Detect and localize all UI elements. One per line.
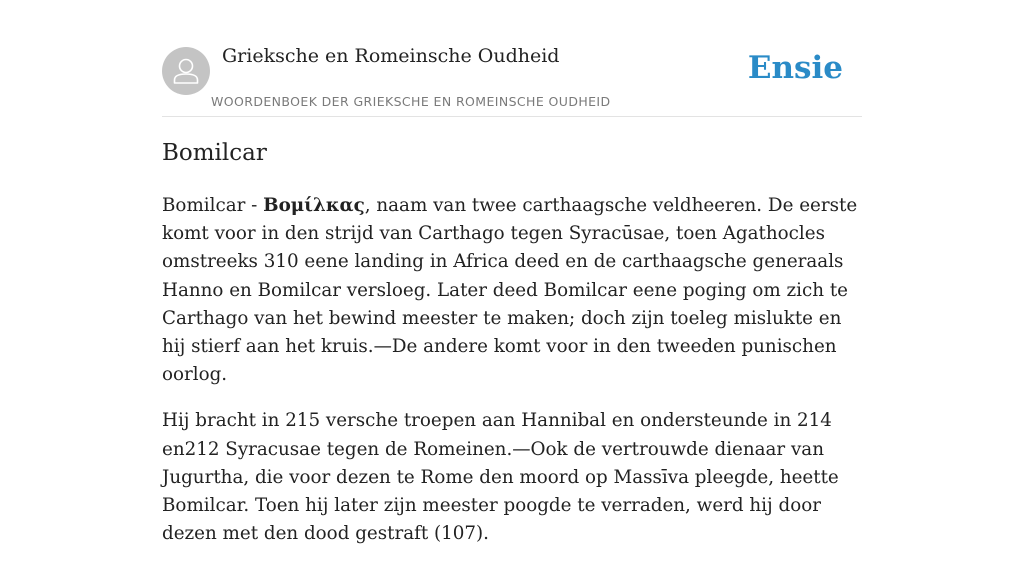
entry-title: Bomilcar bbox=[162, 140, 267, 166]
greek-name: Βομίλκας bbox=[263, 195, 365, 216]
page-container bbox=[162, 0, 862, 545]
user-icon[interactable] bbox=[162, 47, 210, 95]
brand-logo-link[interactable]: Ensie bbox=[747, 50, 843, 86]
entry-paragraph-1-text: , naam van twee carthaagsche veldheeren. De eerste komt voor in den strijd van Carthago tegen Syracūsae, toen Agathocles omstreeks 310 eene landing in Africa deed en de carthaagsche generaals Hanno en Bomilcar versloeg. Later deed Bomilcar eene poging om zich te Carthago van het bewind meester te maken; doch zijn toeleg mislukte en hij stierf aan het kruis.—De andere komt voor in den tweeden punischen oorlog. bbox=[162, 195, 858, 386]
avatar-figure bbox=[162, 47, 210, 95]
site-title-link[interactable]: Grieksche en Romeinsche Oudheid bbox=[222, 45, 560, 67]
entry-lead: Bomilcar - bbox=[162, 195, 264, 216]
site-header bbox=[162, 0, 862, 117]
entry-body bbox=[162, 192, 862, 566]
entry-paragraph-1 bbox=[162, 192, 862, 389]
entry-paragraph-2: Hij bracht in 215 versche troepen aan Hannibal en ondersteunde in 214 en212 Syracusae tegen de Romeinen.—Ook de vertrouwde dienaar van Jugurtha, die voor dezen te Rome den moord op Massīva pleegde, heette Bomilcar. Toen hij later zijn meester poogde te verraden, werd hij door dezen met den dood gestraft (107). bbox=[162, 410, 839, 545]
site-subtitle: WOORDENBOEK DER GRIEKSCHE EN ROMEINSCHE OUDHEID bbox=[211, 94, 611, 109]
